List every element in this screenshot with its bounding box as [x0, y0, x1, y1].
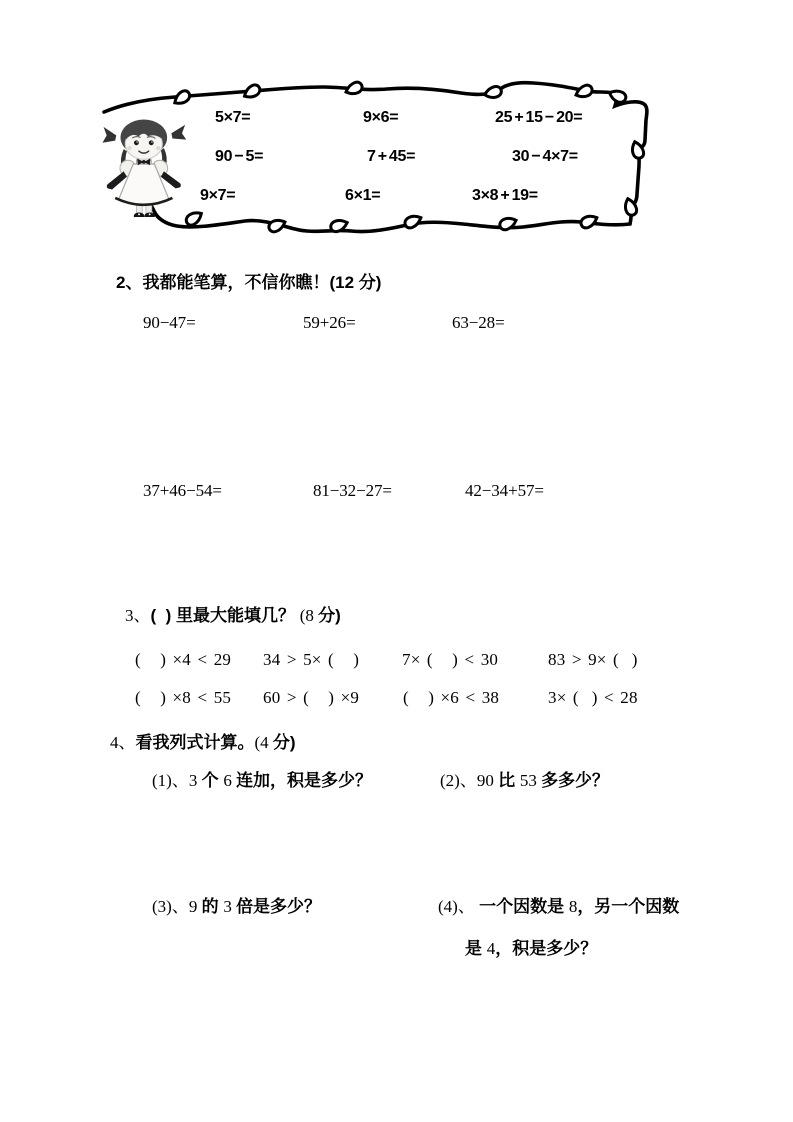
- written-calc-problem: 90−47=: [143, 313, 196, 332]
- fill-max-problem: 60 > ( ) ×9: [263, 688, 360, 707]
- oral-problem: 3×8 + 19=: [472, 187, 538, 204]
- word-problem-3: (3)、9 的 3 倍是多少？: [152, 897, 322, 916]
- word-problem-2: (2)、90 比 53 多多少？: [440, 771, 610, 790]
- girl-clipart-icon: [94, 111, 200, 217]
- oral-problem: 30 − 4×7=: [512, 148, 578, 165]
- fill-max-problem: ( ) ×4 < 29: [135, 650, 232, 669]
- written-calc-problem: 63−28=: [452, 313, 505, 332]
- fill-max-problem: 83 > 9× ( ): [548, 650, 638, 669]
- written-calc-problem: 42−34+57=: [465, 481, 544, 500]
- word-problem-1: (1)、3 个 6 连加，积是多少？: [152, 771, 373, 790]
- written-calc-problem: 81−32−27=: [313, 481, 392, 500]
- fill-max-problem: 34 > 5× ( ): [263, 650, 360, 669]
- section2-heading: 2、我都能笔算，不信你瞧！(12 分): [116, 273, 382, 292]
- word-problem-4: (4)、 一个因数是 8，另一个因数: [438, 897, 680, 916]
- written-calc-problem: 59+26=: [303, 313, 356, 332]
- fill-max-problem: ( ) ×8 < 55: [135, 688, 232, 707]
- oral-problem: 9×7=: [200, 187, 236, 204]
- oral-problem: 90 − 5=: [215, 148, 264, 165]
- oral-problem: 25 + 15 − 20=: [495, 109, 583, 126]
- section3-heading: 3、( ) 里最大能填几？ (8 分): [125, 606, 341, 625]
- written-calc-problem: 37+46−54=: [143, 481, 222, 500]
- word-problem-4-line2: 是 4，积是多少？: [465, 939, 598, 958]
- oral-problem: 5×7=: [215, 109, 251, 126]
- oral-problem: 6×1=: [345, 187, 381, 204]
- section4-heading: 4、看我列式计算。(4 分): [110, 733, 296, 752]
- fill-max-problem: 3× ( ) < 28: [548, 688, 638, 707]
- fill-max-problem: ( ) ×6 < 38: [403, 688, 500, 707]
- oral-problem: 9×6=: [363, 109, 399, 126]
- oral-problem: 7 + 45=: [367, 148, 416, 165]
- fill-max-problem: 7× ( ) < 30: [402, 650, 499, 669]
